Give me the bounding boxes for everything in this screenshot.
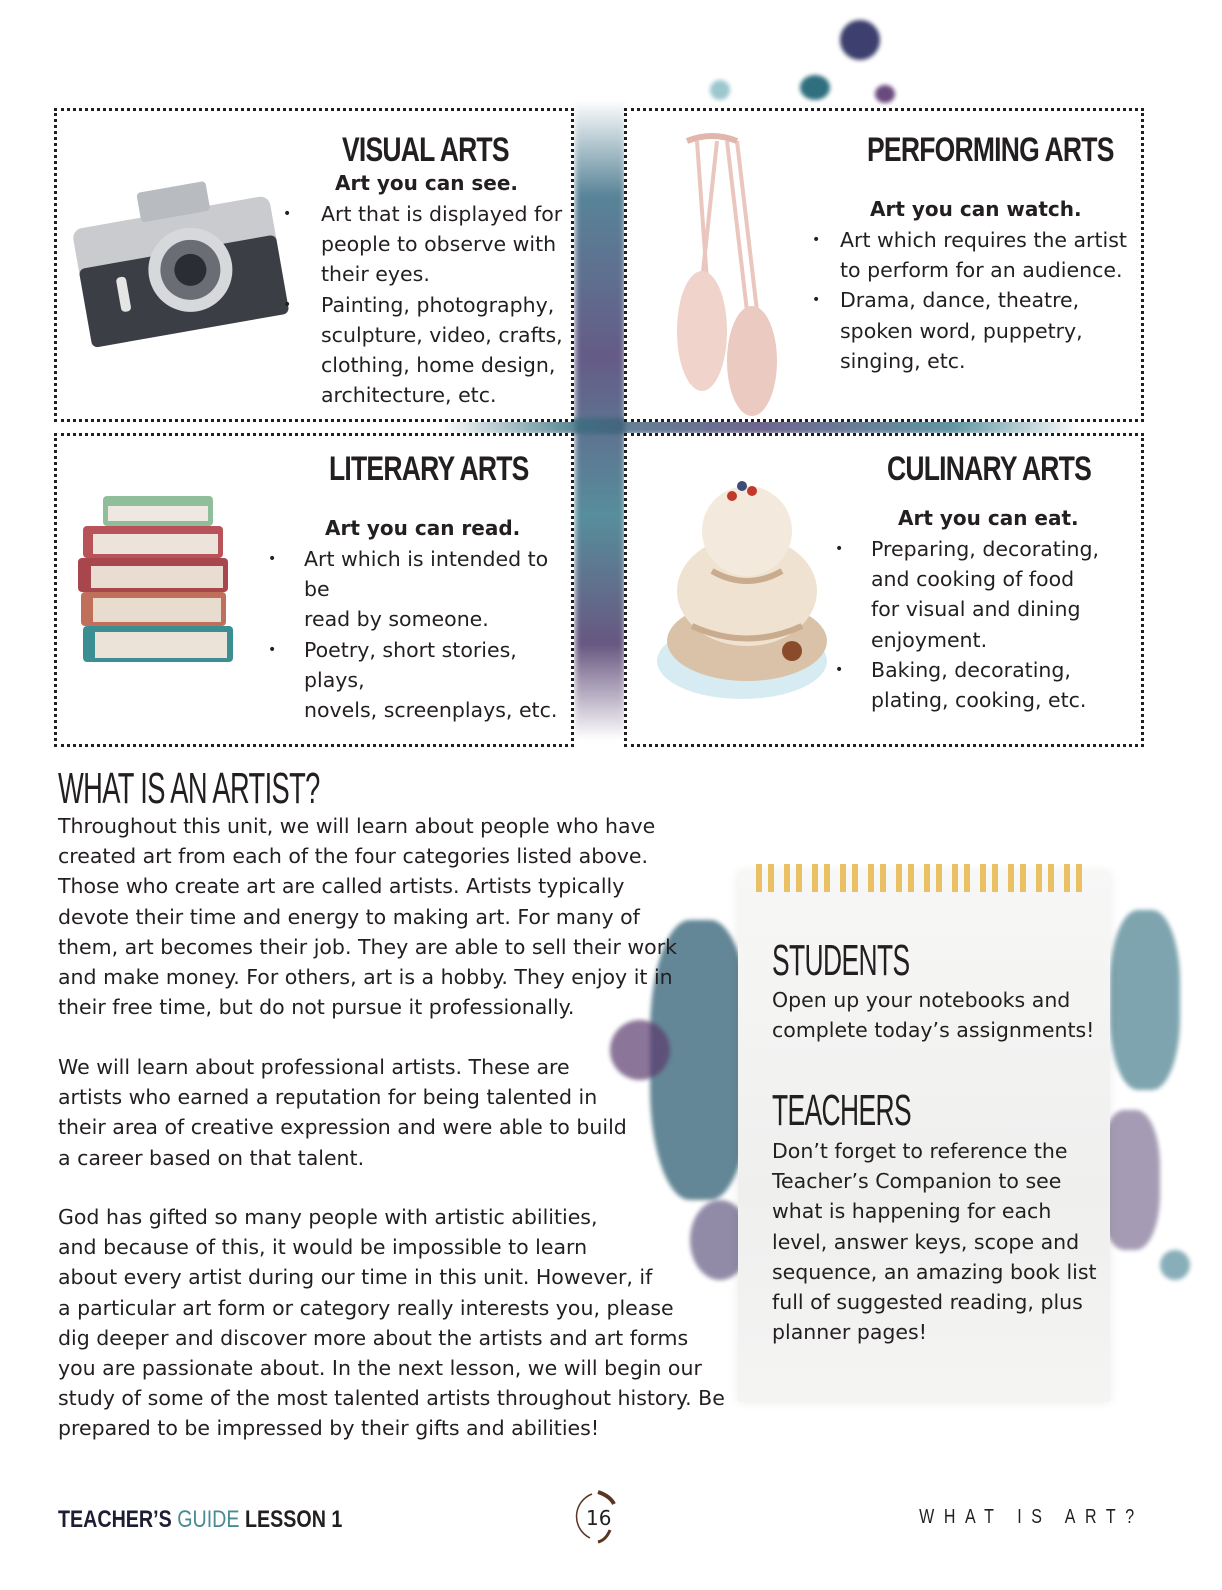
card-title: PERFORMING ARTS xyxy=(867,131,1114,169)
bullet-item: • Baking, decorating, plating, cooking, etc. xyxy=(835,657,1087,713)
students-text: Open up your notebooks and complete today’s assignments! xyxy=(772,988,1095,1043)
card-title: CULINARY ARTS xyxy=(887,450,1091,488)
spiral-binding-icon xyxy=(756,864,1086,892)
teachers-text: Don’t forget to reference the Teacher’s Companion to see what is happening for each level, answer keys, scope and sequence, an amazing book list full of suggested reading, plus planner pages! xyxy=(772,1139,1097,1345)
paragraph-2: We will learn about professional artists. These are artists who earned a reputation for being talented in their area of creative expression and were able to build a career based on that talent. xyxy=(58,1055,627,1170)
bullet-item: • Art which requires the artist to perform for an audience. xyxy=(812,228,1127,283)
card-culinary-arts xyxy=(624,433,1144,747)
camera-illustration xyxy=(67,151,297,351)
paragraph-1: Throughout this unit, we will learn about people who have created art from each of the four categories listed above. Those who create art are called artists. Artists typically devote their time and energy to making art. For many of them, art becomes their job. They are able to sell their work and make money. For others, art is a hobby. They enjoy it in their free time, but do not pursue it professionally. xyxy=(58,814,678,1020)
bullet-item: • Preparing, decorating, and cooking of food for visual and dining enjoyment. xyxy=(835,537,1100,652)
cake-illustration xyxy=(652,461,842,721)
paragraph-3: God has gifted so many people with artistic abilities, and because of this, it would be impossible to learn about every artist during our time in this unit. However, if a particular art form or category really interests you, please dig deeper and discover more about the artists and art forms you are passionate about. In the next lesson, we will begin our study of some of the most talented artists throughout history. Be prepared to be impressed by their gifts and abilities! xyxy=(58,1205,725,1441)
card-performing-arts xyxy=(624,108,1144,422)
card-bullets xyxy=(835,534,1100,715)
page-number-badge xyxy=(570,1486,630,1546)
bullet-item: • Art that is displayed for people to observe with their eyes. xyxy=(283,202,563,287)
footer-title: WHAT IS ART? xyxy=(919,1506,1144,1528)
bullet-item: • Poetry, short stories, plays, novels, screenplays, etc. xyxy=(268,637,558,723)
card-tagline: Art you can see. xyxy=(335,171,519,195)
card-literary-arts xyxy=(54,433,574,747)
card-title: LITERARY ARTS xyxy=(329,450,529,488)
card-title: VISUAL ARTS xyxy=(342,131,509,169)
bullet-item: • Drama, dance, theatre, spoken word, puppetry, singing, etc. xyxy=(812,288,1083,373)
section-heading: WHAT IS AN ARTIST? xyxy=(58,764,320,813)
bullet-item: • Art which is intended to be read by someone. xyxy=(268,547,549,632)
card-bullets xyxy=(283,199,563,410)
notebook-callout xyxy=(738,872,1110,1402)
ballet-shoes-illustration xyxy=(657,131,787,421)
card-tagline: Art you can watch. xyxy=(870,197,1082,221)
teachers-heading: TEACHERS xyxy=(772,1086,911,1135)
footer-teachers: TEACHER’S xyxy=(58,1506,172,1533)
bullet-item: • Painting, photography, sculpture, video, crafts, clothing, home design, architecture, etc. xyxy=(283,292,563,408)
footer-series-label xyxy=(58,1506,342,1534)
card-bullets xyxy=(812,225,1127,376)
card-bullets xyxy=(268,544,571,725)
footer-guide: GUIDE xyxy=(177,1506,240,1533)
footer-lesson: LESSON 1 xyxy=(244,1506,343,1533)
students-heading: STUDENTS xyxy=(772,936,910,985)
card-tagline: Art you can eat. xyxy=(898,506,1079,530)
page-number: 16 xyxy=(586,1506,612,1530)
books-illustration xyxy=(73,486,243,666)
card-tagline: Art you can read. xyxy=(325,516,521,540)
card-visual-arts xyxy=(54,108,574,422)
